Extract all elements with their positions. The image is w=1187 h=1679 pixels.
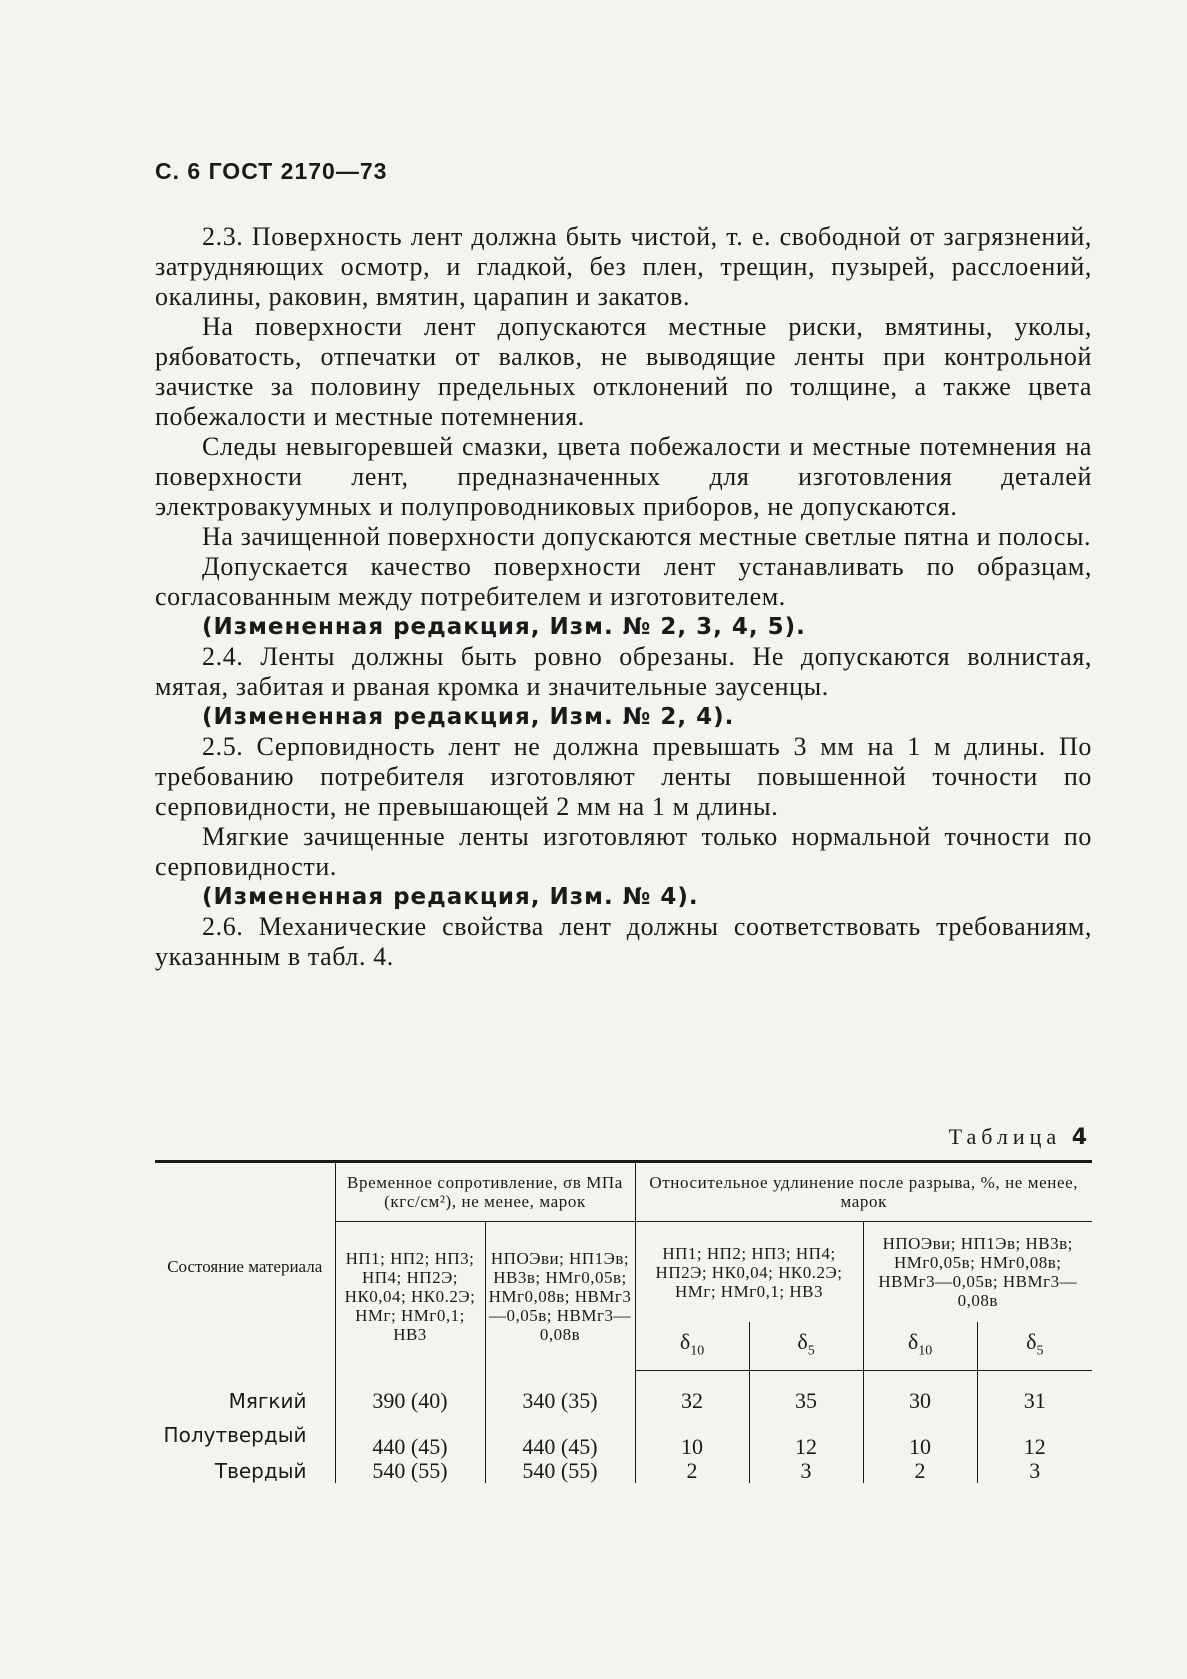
value-cell: 10 bbox=[635, 1413, 749, 1459]
value-cell: 2 bbox=[635, 1459, 749, 1483]
table-caption bbox=[949, 1124, 1092, 1150]
amendment-note: (Измененная редакция, Изм. № 2, 3, 4, 5). bbox=[202, 614, 806, 640]
value-cell: 3 bbox=[749, 1459, 863, 1483]
value-cell: 390 (40) bbox=[335, 1371, 485, 1414]
amendment-note: (Измененная редакция, Изм. № 2, 4). bbox=[202, 704, 735, 730]
state-cell: Мягкий bbox=[228, 1388, 307, 1413]
header-tensile-strength: Временное сопротивление, σв МПа (кгс/см²), не менее, марок bbox=[335, 1162, 635, 1222]
table-row bbox=[155, 1413, 1092, 1459]
value-cell: 12 bbox=[749, 1413, 863, 1459]
value-cell: 31 bbox=[977, 1371, 1092, 1414]
header-state: Состояние материала bbox=[155, 1162, 335, 1371]
paragraph: На поверхности лент допускаются местные риски, вмятины, уколы, рябоватость, отпечатки от валков, не выводящие ленты при контрольной зачистке за половину предельных отклонений по толщине, а также цвета побежалости и местные потемнения. bbox=[155, 312, 1092, 431]
body-text bbox=[155, 222, 1092, 972]
table-row bbox=[155, 1459, 1092, 1483]
header-delta10: $\delta_{10}$ bbox=[863, 1322, 977, 1371]
mechanical-properties-table bbox=[155, 1160, 1092, 1483]
value-cell: 30 bbox=[863, 1371, 977, 1414]
value-cell: 440 (45) bbox=[485, 1413, 635, 1459]
paragraph: 2.5. Серповидность лент не должна превышать 3 мм на 1 м длины. По требованию потребителя изготовляют ленты повышенной точности по серповидности, не превышающей 2 мм на 1 м длины. bbox=[155, 732, 1092, 821]
state-cell: Полутвердый bbox=[163, 1423, 307, 1448]
paragraph: На зачищенной поверхности допускаются местные светлые пятна и полосы. bbox=[202, 522, 1092, 551]
header-marks-2a: НП1; НП2; НП3; НП4; НП2Э; НК0,04; НК0.2Э; НМг; НМг0,1; НВ3 bbox=[635, 1222, 863, 1323]
paragraph: Мягкие зачищенные ленты изготовляют только нормальной точности по серповидности. bbox=[155, 822, 1092, 881]
value-cell: 32 bbox=[635, 1371, 749, 1414]
header-marks-1b: НПОЭви; НП1Эв; НВ3в; НМг0,05в; НМг0,08в; НВМг3—0,05в; НВМг3—0,08в bbox=[485, 1222, 635, 1371]
paragraph: Допускается качество поверхности лент устанавливать по образцам, согласованным между потребителем и изготовителем. bbox=[155, 552, 1092, 611]
value-cell: 12 bbox=[977, 1413, 1092, 1459]
value-cell: 3 bbox=[977, 1459, 1092, 1483]
amendment-note: (Измененная редакция, Изм. № 4). bbox=[202, 884, 699, 910]
paragraph: 2.4. Ленты должны быть ровно обрезаны. Не допускаются волнистая, мятая, забитая и рваная кромка и значительные заусенцы. bbox=[155, 642, 1092, 701]
value-cell: 10 bbox=[863, 1413, 977, 1459]
header-elongation: Относительное удлинение после разрыва, %, не менее, марок bbox=[635, 1162, 1092, 1222]
table-row bbox=[155, 1371, 1092, 1414]
value-cell: 540 (55) bbox=[335, 1459, 485, 1483]
header-marks-1a: НП1; НП2; НП3; НП4; НП2Э; НК0,04; НК0.2Э; НМг; НМг0,1; НВ3 bbox=[335, 1222, 485, 1371]
paragraph: Следы невыгоревшей смазки, цвета побежалости и местные потемнения на поверхности лент, предназначенных для изготовления деталей электровакуумных и полупроводниковых приборов, не допускаются. bbox=[155, 432, 1092, 521]
value-cell: 440 (45) bbox=[335, 1413, 485, 1459]
state-cell: Твердый bbox=[214, 1459, 307, 1484]
value-cell: 340 (35) bbox=[485, 1371, 635, 1414]
header-delta10: $\delta_{10}$ bbox=[635, 1322, 749, 1371]
table-caption-number: 4 bbox=[1071, 1125, 1092, 1150]
paragraph: 2.6. Механические свойства лент должны соответствовать требованиям, указанным в табл. 4. bbox=[155, 912, 1092, 971]
header-delta5: $\delta_5$ bbox=[749, 1322, 863, 1371]
header-delta5: $\delta_5$ bbox=[977, 1322, 1092, 1371]
value-cell: 2 bbox=[863, 1459, 977, 1483]
value-cell: 540 (55) bbox=[485, 1459, 635, 1483]
header-marks-2b: НПОЭви; НП1Эв; НВ3в; НМг0,05в; НМг0,08в; НВМг3—0,05в; НВМг3—0,08в bbox=[863, 1222, 1092, 1323]
value-cell: 35 bbox=[749, 1371, 863, 1414]
table-caption-word: Таблица bbox=[948, 1124, 1062, 1149]
page-header: С. 6 ГОСТ 2170—73 bbox=[155, 158, 388, 184]
paragraph: 2.3. Поверхность лент должна быть чистой, т. е. свободной от загрязнений, затрудняющих осмотр, и гладкой, без плен, трещин, пузырей, расслоений, окалины, раковин, вмятин, царапин и закатов. bbox=[155, 222, 1092, 311]
